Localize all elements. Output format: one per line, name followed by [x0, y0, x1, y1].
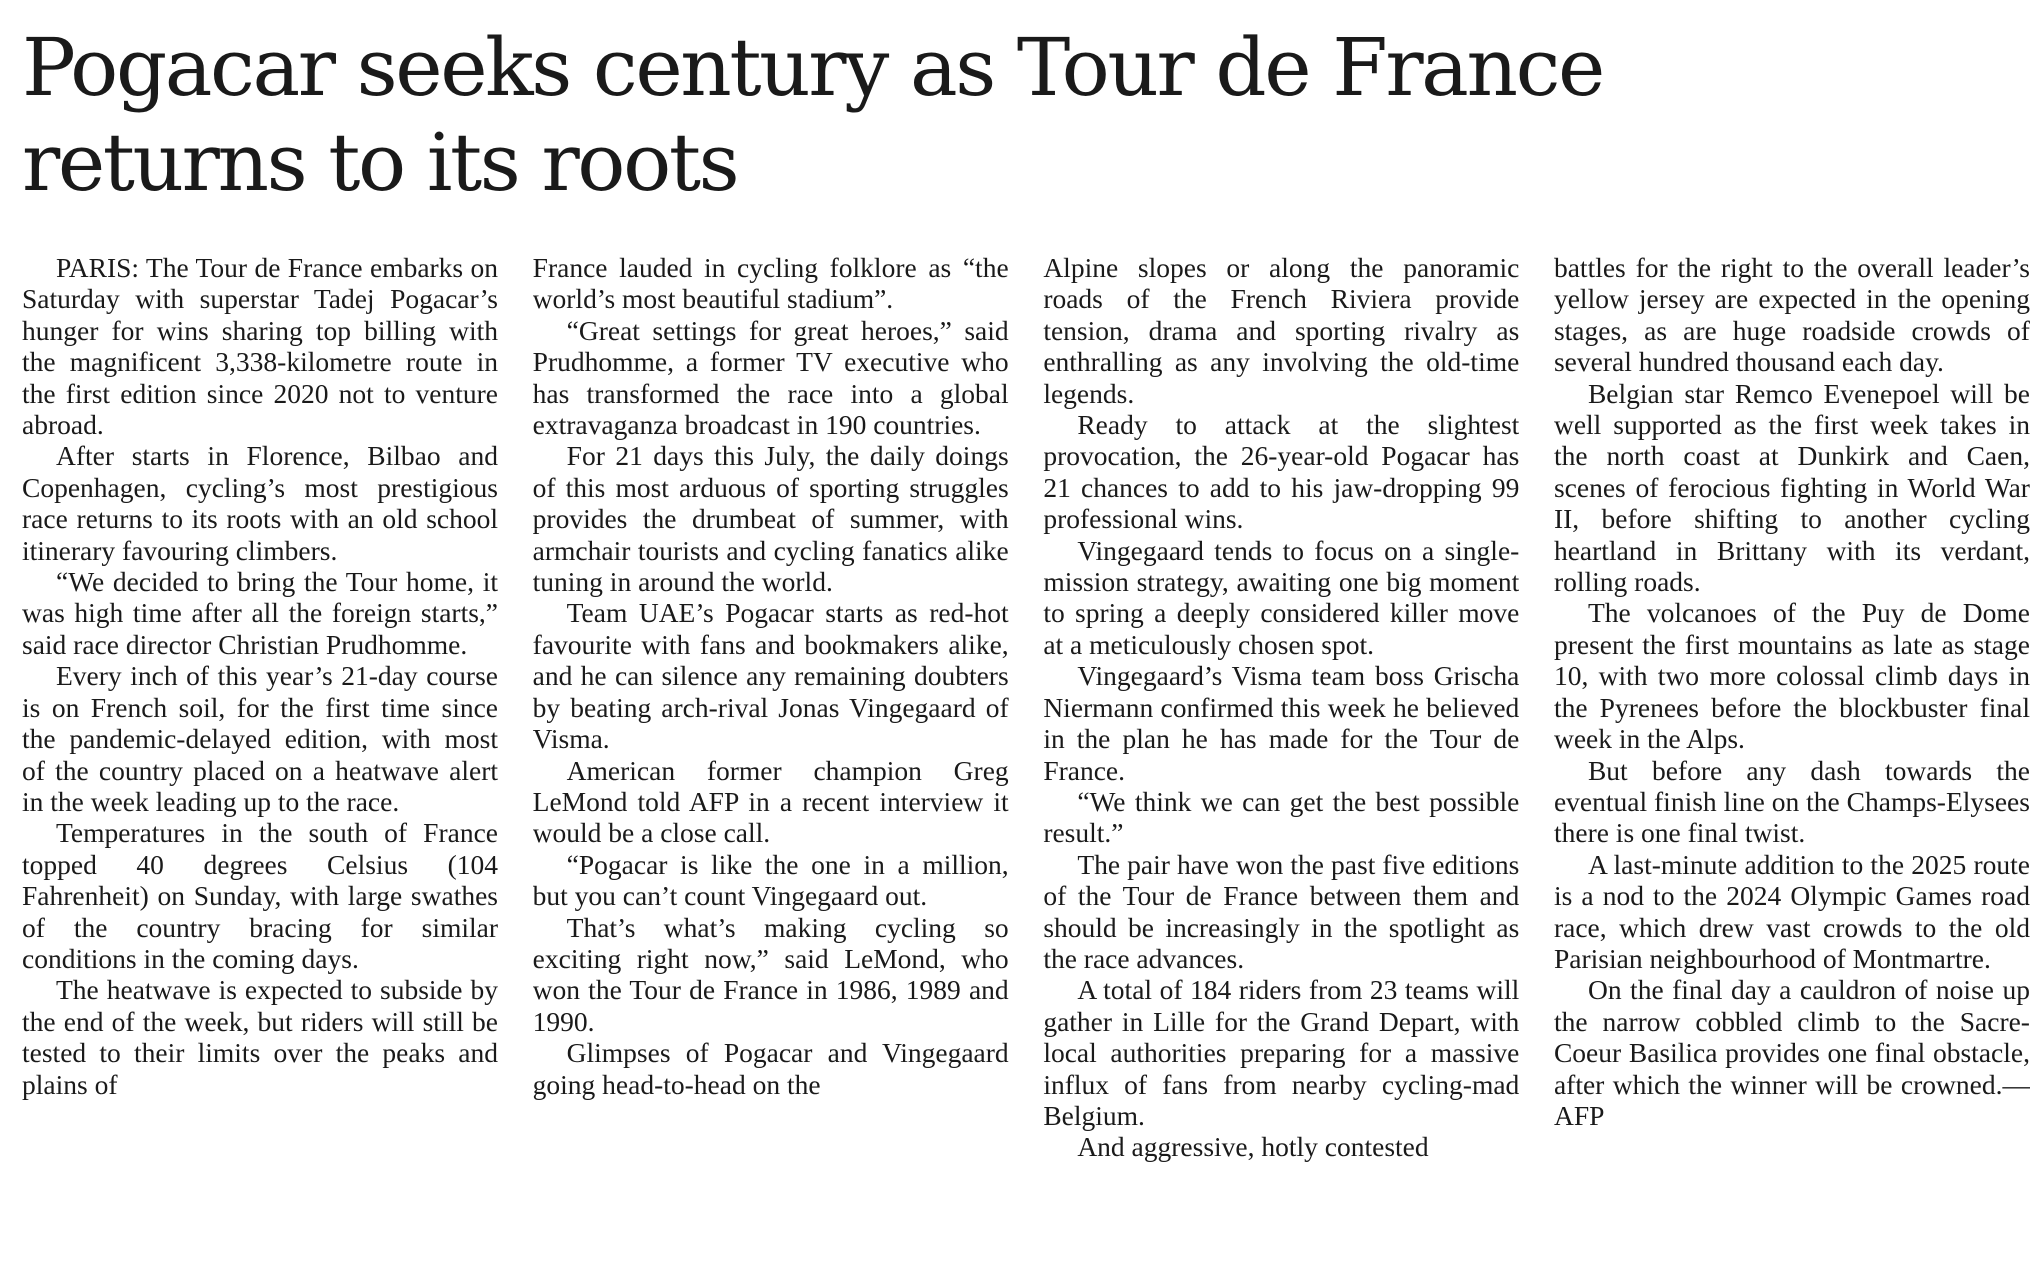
paragraph: PARIS: The Tour de France embarks on Saturday with superstar Tadej Pogacar’s hunger for wins sharing top billing with the magnificent 3,338-kilometre route in the first edition since 2020 not to venture abroad.	[22, 252, 498, 441]
article-body	[22, 252, 2030, 1257]
paragraph: “Great settings for great heroes,” said Prudhomme, a former TV executive who has transformed the race into a global extravaganza broadcast in 190 countries.	[532, 314, 1009, 441]
paragraph: Belgian star Remco Evenepoel will be well supported as the first week takes in the north coast at Dunkirk and Caen, scenes of ferocious fighting in World War II, before shifting to another cycling heartland in Brittany with its verdant, rolling roads.	[1553, 377, 2030, 598]
article-column-3	[1043, 252, 1519, 1257]
paragraph: A total of 184 riders from 23 teams will gather in Lille for the Grand Depart, with local authorities preparing for a massive influx of fans from nearby cycling-mad Belgium.	[1043, 974, 1520, 1131]
article-column-1	[22, 252, 498, 1257]
article-column-4	[1554, 252, 2030, 1257]
article-column-2	[533, 252, 1009, 1257]
paragraph: The volcanoes of the Puy de Dome present the first mountains as late as stage 10, with two more colossal climb days in the Pyrenees before the blockbuster final week in the Alps.	[1553, 597, 2030, 755]
paragraph: A last-minute addition to the 2025 route is a nod to the 2024 Olympic Games road race, which drew vast crowds to the old Parisian neighbourhood of Montmartre.	[1553, 848, 2030, 974]
paragraph: “We think we can get the best possible result.”	[1043, 785, 1520, 849]
paragraph-continued: Alpine slopes or along the panoramic roads of the French Riviera provide tension, drama and sporting rivalry as enthralling as any involving the old-time legends.	[1043, 252, 1520, 409]
paragraph: On the final day a cauldron of noise up the narrow cobbled climb to the Sacre-Coeur Basilica provides one final obstacle, after which the winner will be crowned.—AFP	[1553, 974, 2030, 1131]
paragraph: Ready to attack at the slightest provocation, the 26-year-old Pogacar has 21 chances to add to his jaw-dropping 99 professional wins.	[1043, 409, 1520, 535]
headline-line-2: returns to its roots	[22, 116, 738, 209]
paragraph: “Pogacar is like the one in a million, but you can’t count Vingegaard out.	[532, 848, 1009, 912]
paragraph: But before any dash towards the eventual finish line on the Champs-Elysees there is one final twist.	[1553, 754, 2030, 849]
paragraph: Vingegaard’s Visma team boss Grischa Niermann confirmed this week he believed in the plan he has made for the Tour de France.	[1043, 660, 1520, 786]
paragraph: American former champion Greg LeMond told AFP in a recent interview it would be a close call.	[532, 754, 1009, 849]
paragraph: After starts in Florence, Bilbao and Copenhagen, cycling’s most prestigious race returns to its roots with an old school itinerary favouring climbers.	[22, 440, 498, 566]
paragraph: And aggressive, hotly contested	[1077, 1131, 1429, 1163]
paragraph: Glimpses of Pogacar and Vingegaard going head-to-head on the	[532, 1037, 1009, 1100]
paragraph: Temperatures in the south of France topped 40 degrees Celsius (104 Fahrenheit) on Sunday, with large swathes of the country bracing for similar conditions in the coming days.	[22, 817, 498, 974]
headline	[22, 20, 2022, 210]
paragraph: Every inch of this year’s 21-day course is on French soil, for the first time since the pandemic-delayed edition, with most of the country placed on a heatwave alert in the week leading up to the race.	[22, 660, 498, 817]
paragraph-continued: France lauded in cycling folklore as “the world’s most beautiful stadium”.	[532, 252, 1009, 315]
paragraph: That’s what’s making cycling so exciting right now,” said LeMond, who won the Tour de France in 1986, 1989 and 1990.	[532, 911, 1009, 1037]
paragraph: For 21 days this July, the daily doings of this most arduous of sporting struggles provides the drumbeat of summer, with armchair tourists and cycling fanatics alike tuning in around the world.	[532, 440, 1009, 598]
paragraph-continued: battles for the right to the overall leader’s yellow jersey are expected in the opening stages, as are huge roadside crowds of several hundred thousand each day.	[1553, 252, 2030, 378]
headline-line-1: Pogacar seeks century as Tour de France	[22, 21, 1603, 114]
paragraph: Team UAE’s Pogacar starts as red-hot favourite with fans and bookmakers alike, and he can silence any remaining doubters by beating arch-rival Jonas Vingegaard of Visma.	[532, 597, 1009, 755]
paragraph: The heatwave is expected to subside by the end of the week, but riders will still be tested to their limits over the peaks and plains of	[22, 974, 498, 1100]
paragraph: Vingegaard tends to focus on a single-mission strategy, awaiting one big moment to spring a deeply considered killer move at a meticulously chosen spot.	[1043, 534, 1520, 660]
paragraph: “We decided to bring the Tour home, it was high time after all the foreign starts,” said race director Christian Prudhomme.	[22, 566, 498, 660]
paragraph: The pair have won the past five editions of the Tour de France between them and should be increasingly in the spotlight as the race advances.	[1043, 848, 1520, 974]
